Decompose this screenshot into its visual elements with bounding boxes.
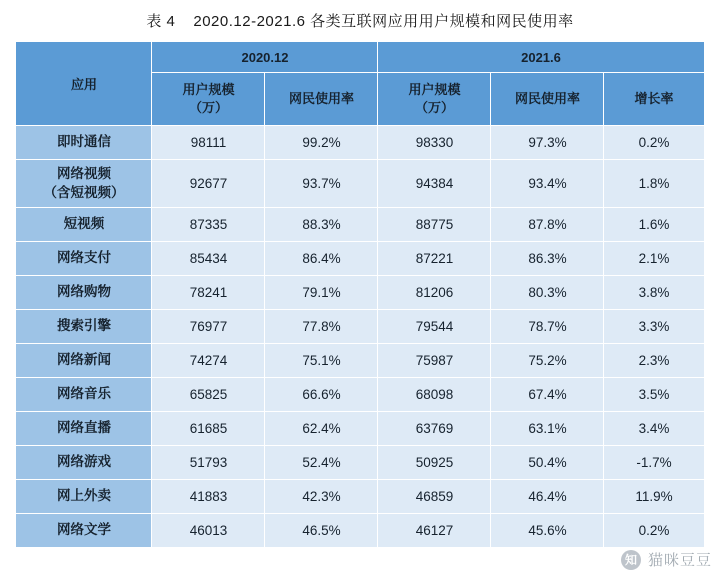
cell-rate-2020: 66.6% bbox=[265, 378, 378, 412]
row-header-line1: 短视频 bbox=[63, 216, 105, 232]
column-header-rate-2020 bbox=[265, 73, 378, 126]
cell-rate-2021: 93.4% bbox=[491, 160, 604, 208]
row-header-line1: 网络直播 bbox=[56, 420, 111, 436]
cell-rate-2021: 50.4% bbox=[491, 446, 604, 480]
table-row bbox=[16, 242, 704, 276]
cell-users-2021: 81206 bbox=[378, 276, 491, 310]
cell-growth: 2.3% bbox=[604, 344, 704, 378]
cell-growth: 3.3% bbox=[604, 310, 704, 344]
table-body bbox=[16, 126, 704, 548]
group-header-2021-6: 2021.6 bbox=[378, 42, 704, 73]
cell-users-2020: 61685 bbox=[152, 412, 265, 446]
column-header-users-2020-line1: 用户规模 bbox=[182, 82, 235, 98]
column-header-users-2020 bbox=[152, 73, 265, 126]
cell-users-2020: 98111 bbox=[152, 126, 265, 160]
column-header-users-2021-line1: 用户规模 bbox=[408, 82, 461, 98]
table-row bbox=[16, 126, 704, 160]
cell-growth: 11.9% bbox=[604, 480, 704, 514]
table-row bbox=[16, 276, 704, 310]
row-header bbox=[16, 276, 152, 310]
cell-users-2020: 46013 bbox=[152, 514, 265, 548]
cell-growth: 1.8% bbox=[604, 160, 704, 208]
cell-users-2021: 87221 bbox=[378, 242, 491, 276]
row-header bbox=[16, 480, 152, 514]
row-header-line1: 搜索引擎 bbox=[56, 318, 111, 334]
cell-growth: 0.2% bbox=[604, 126, 704, 160]
table-row bbox=[16, 446, 704, 480]
cell-rate-2020: 75.1% bbox=[265, 344, 378, 378]
cell-rate-2020: 93.7% bbox=[265, 160, 378, 208]
cell-users-2020: 92677 bbox=[152, 160, 265, 208]
cell-rate-2021: 87.8% bbox=[491, 208, 604, 242]
cell-users-2020: 85434 bbox=[152, 242, 265, 276]
cell-growth: 3.4% bbox=[604, 412, 704, 446]
row-header-line1: 即时通信 bbox=[56, 134, 111, 150]
cell-growth: 2.1% bbox=[604, 242, 704, 276]
cell-users-2020: 78241 bbox=[152, 276, 265, 310]
column-header-users-2021-line2: （万） bbox=[414, 100, 454, 115]
table-caption bbox=[0, 0, 720, 41]
row-header-line1: 网络视频 bbox=[56, 166, 111, 182]
cell-rate-2021: 78.7% bbox=[491, 310, 604, 344]
watermark-username: 猫咪豆豆 bbox=[647, 552, 712, 569]
row-header-line1: 网络游戏 bbox=[56, 454, 111, 470]
row-header bbox=[16, 514, 152, 548]
watermark bbox=[621, 549, 712, 570]
row-header-line1: 网络购物 bbox=[56, 284, 111, 300]
cell-users-2021: 68098 bbox=[378, 378, 491, 412]
cell-users-2021: 79544 bbox=[378, 310, 491, 344]
cell-rate-2021: 67.4% bbox=[491, 378, 604, 412]
row-header bbox=[16, 378, 152, 412]
cell-users-2021: 75987 bbox=[378, 344, 491, 378]
cell-users-2020: 87335 bbox=[152, 208, 265, 242]
cell-rate-2020: 42.3% bbox=[265, 480, 378, 514]
cell-growth: -1.7% bbox=[604, 446, 704, 480]
cell-users-2020: 51793 bbox=[152, 446, 265, 480]
table-header bbox=[16, 42, 704, 126]
column-header-growth-line1: 增长率 bbox=[634, 91, 674, 107]
cell-rate-2020: 46.5% bbox=[265, 514, 378, 548]
cell-users-2020: 41883 bbox=[152, 480, 265, 514]
cell-rate-2021: 63.1% bbox=[491, 412, 604, 446]
table-row bbox=[16, 310, 704, 344]
cell-users-2021: 46127 bbox=[378, 514, 491, 548]
table-row bbox=[16, 208, 704, 242]
cell-rate-2021: 45.6% bbox=[491, 514, 604, 548]
cell-growth: 3.5% bbox=[604, 378, 704, 412]
row-header-line1: 网络新闻 bbox=[56, 352, 111, 368]
cell-rate-2020: 88.3% bbox=[265, 208, 378, 242]
cell-rate-2021: 46.4% bbox=[491, 480, 604, 514]
zhihu-logo-icon: 知 bbox=[621, 550, 641, 570]
cell-growth: 0.2% bbox=[604, 514, 704, 548]
column-header-application bbox=[16, 42, 152, 126]
row-header bbox=[16, 208, 152, 242]
row-header-line1: 网络支付 bbox=[56, 250, 111, 266]
cell-users-2020: 65825 bbox=[152, 378, 265, 412]
cell-users-2021: 63769 bbox=[378, 412, 491, 446]
table-row bbox=[16, 514, 704, 548]
row-header-line1: 网上外卖 bbox=[56, 488, 111, 504]
table-row bbox=[16, 480, 704, 514]
table-row bbox=[16, 344, 704, 378]
cell-users-2021: 50925 bbox=[378, 446, 491, 480]
column-header-rate-2021 bbox=[491, 73, 604, 126]
cell-rate-2020: 99.2% bbox=[265, 126, 378, 160]
column-header-growth bbox=[604, 73, 704, 126]
table-caption-title: 2020.12-2021.6 各类互联网应用用户规模和网民使用率 bbox=[193, 13, 574, 30]
cell-growth: 3.8% bbox=[604, 276, 704, 310]
cell-rate-2020: 62.4% bbox=[265, 412, 378, 446]
group-header-2020-12: 2020.12 bbox=[152, 42, 378, 73]
table-caption-label: 表 4 bbox=[146, 13, 176, 30]
column-header-users-2020-line2: （万） bbox=[188, 100, 228, 115]
cell-users-2020: 74274 bbox=[152, 344, 265, 378]
cell-rate-2020: 79.1% bbox=[265, 276, 378, 310]
cell-users-2021: 94384 bbox=[378, 160, 491, 208]
column-header-users-2021 bbox=[378, 73, 491, 126]
row-header-line1: 网络文学 bbox=[56, 522, 111, 538]
table-row bbox=[16, 160, 704, 208]
row-header bbox=[16, 446, 152, 480]
cell-users-2020: 76977 bbox=[152, 310, 265, 344]
cell-rate-2020: 86.4% bbox=[265, 242, 378, 276]
row-header bbox=[16, 310, 152, 344]
row-header bbox=[16, 126, 152, 160]
row-header bbox=[16, 344, 152, 378]
row-header bbox=[16, 242, 152, 276]
cell-rate-2021: 80.3% bbox=[491, 276, 604, 310]
table-row bbox=[16, 378, 704, 412]
row-header-line2: （含短视频） bbox=[43, 184, 125, 200]
cell-rate-2020: 77.8% bbox=[265, 310, 378, 344]
table-header-group-row bbox=[16, 42, 704, 73]
cell-rate-2021: 97.3% bbox=[491, 126, 604, 160]
row-header bbox=[16, 160, 152, 208]
internet-application-table bbox=[15, 41, 704, 548]
column-header-rate-2020-line1: 网民使用率 bbox=[288, 91, 354, 107]
cell-rate-2020: 52.4% bbox=[265, 446, 378, 480]
column-header-rate-2021-line1: 网民使用率 bbox=[514, 91, 580, 107]
cell-rate-2021: 86.3% bbox=[491, 242, 604, 276]
row-header-line1: 网络音乐 bbox=[56, 386, 111, 402]
table-row bbox=[16, 412, 704, 446]
cell-rate-2021: 75.2% bbox=[491, 344, 604, 378]
cell-users-2021: 88775 bbox=[378, 208, 491, 242]
cell-growth: 1.6% bbox=[604, 208, 704, 242]
column-header-application-label: 应用 bbox=[70, 77, 97, 92]
row-header bbox=[16, 412, 152, 446]
cell-users-2021: 46859 bbox=[378, 480, 491, 514]
cell-users-2021: 98330 bbox=[378, 126, 491, 160]
